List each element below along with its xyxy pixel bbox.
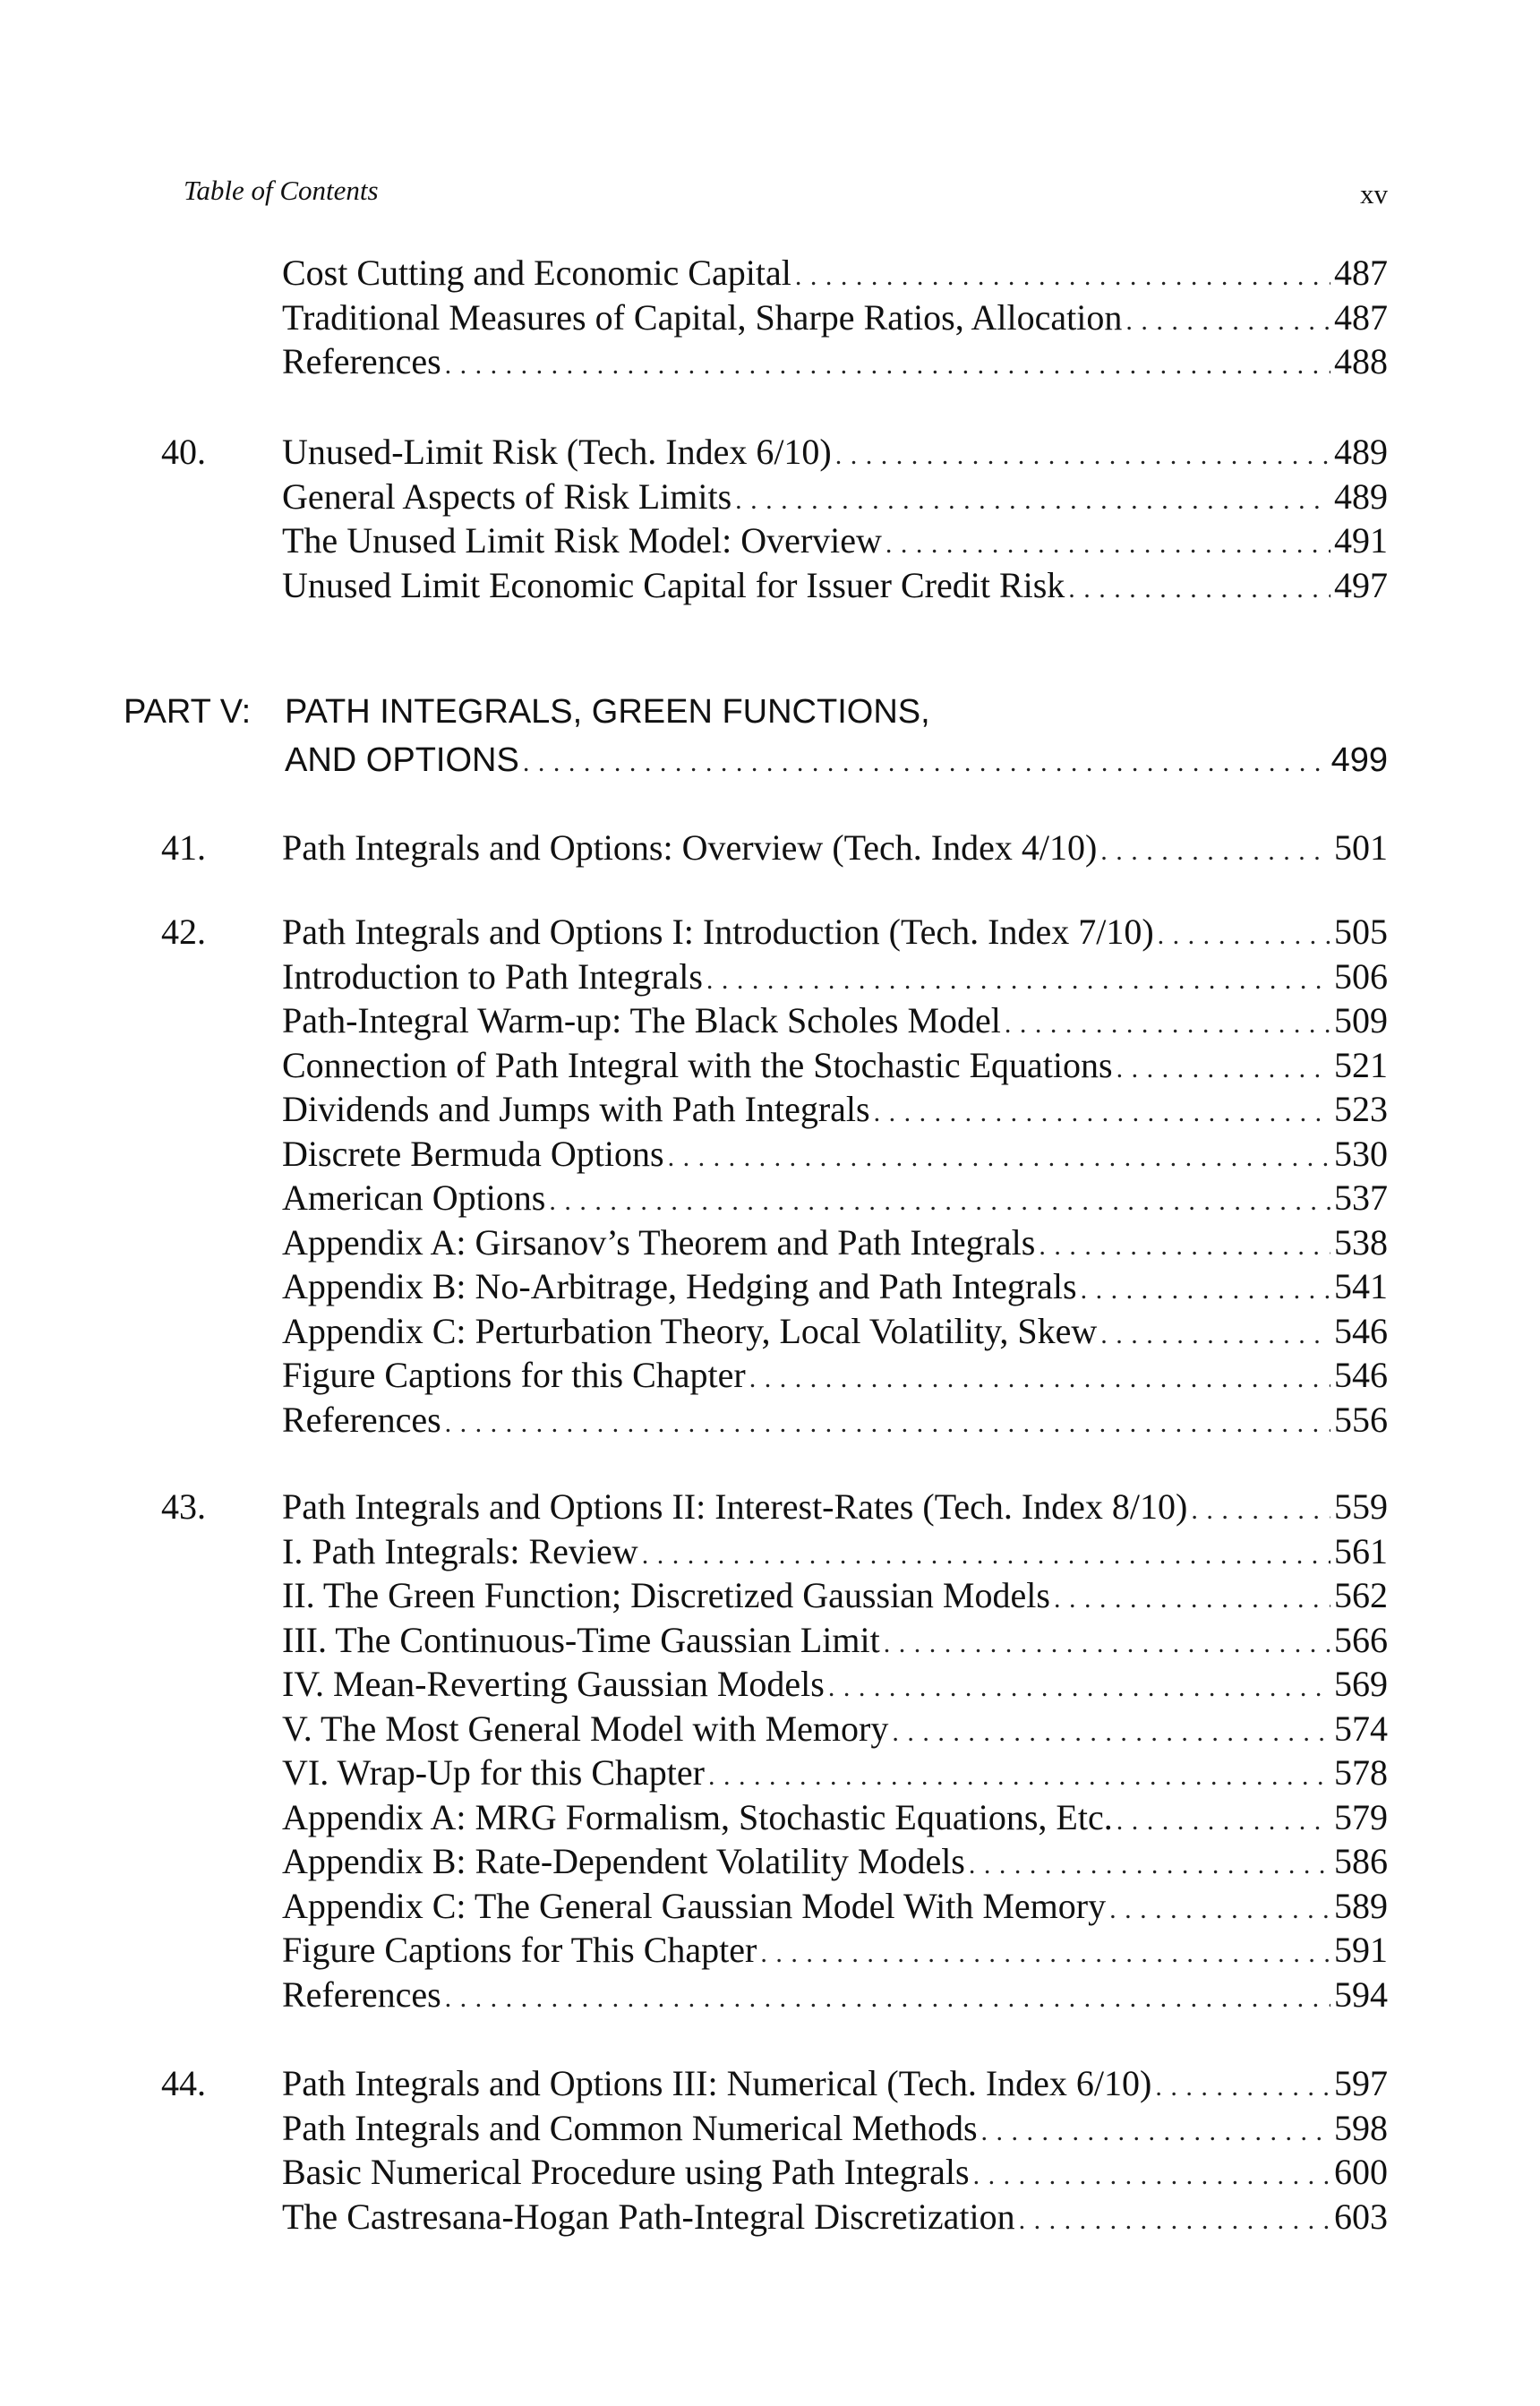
toc-entry [0, 295, 1540, 340]
chapter-number: 42. [161, 912, 206, 952]
chapter-number: 40. [161, 432, 206, 472]
toc-entry-page: 579 [1334, 1796, 1388, 1837]
toc-entry-page: 521 [1334, 1044, 1388, 1085]
toc-entry-title: Introduction to Path Integrals [282, 955, 703, 997]
dot-leader [795, 254, 1330, 299]
toc-entry [0, 1309, 1540, 1354]
dot-leader [668, 1135, 1330, 1180]
toc-entry-page: 586 [1334, 1841, 1388, 1881]
toc-entry-title: Appendix B: Rate-Dependent Volatility Models [282, 1841, 965, 1881]
toc-entry-title: Path Integrals and Options III: Numerical (Tech. Index 6/10) [282, 2063, 1152, 2103]
toc-entry-title: Connection of Path Integral with the Stochastic Equations [282, 1044, 1113, 1085]
toc-entry-page: 509 [1334, 1000, 1388, 1040]
toc-entry-title: Appendix B: No-Arbitrage, Hedging and Path Integrals [282, 1266, 1077, 1306]
dot-leader [1100, 1313, 1330, 1357]
toc-entry [0, 1707, 1540, 1751]
dot-leader [1155, 2065, 1330, 2110]
toc-entry-title: Unused Limit Economic Capital for Issuer Credit Risk [282, 564, 1065, 605]
dot-leader [1081, 1268, 1330, 1313]
running-head-title: Table of Contents [184, 175, 379, 206]
toc-entry [0, 1751, 1540, 1795]
toc-entry-page: 566 [1334, 1619, 1388, 1660]
toc-entry-page: 546 [1334, 1355, 1388, 1395]
toc-entry-title: VI. Wrap-Up for this Chapter [282, 1752, 705, 1793]
toc-entry [0, 1264, 1540, 1309]
toc-entry-title: References [282, 341, 441, 381]
dot-leader [1158, 913, 1330, 958]
chapter-number: 41. [161, 827, 206, 868]
toc-entry-title: References [282, 1399, 441, 1440]
running-head-page-number: xv [1360, 178, 1388, 210]
toc-entry-page: 497 [1334, 564, 1388, 605]
toc-entry [0, 1928, 1540, 1973]
dot-leader [1039, 1224, 1330, 1269]
dot-leader [884, 1622, 1330, 1666]
toc-entry [0, 1132, 1540, 1177]
dot-leader [835, 433, 1330, 478]
chapter-number: 44. [161, 2063, 206, 2103]
dot-leader [828, 1665, 1330, 1710]
dot-leader [708, 1754, 1330, 1799]
toc-entry-title: Path-Integral Warm-up: The Black Scholes Model [282, 1000, 1001, 1040]
toc-entry-title: Figure Captions for This Chapter [282, 1930, 757, 1970]
toc-entry [0, 2061, 1540, 2106]
dot-leader [1116, 1047, 1330, 1092]
part-title-line2: AND OPTIONS [285, 741, 519, 779]
toc-entry [0, 998, 1540, 1043]
dot-leader [874, 1091, 1330, 1135]
dot-leader [642, 1533, 1330, 1578]
toc-entry-page: 491 [1334, 520, 1388, 561]
dot-leader [735, 478, 1330, 523]
toc-entry-page: 578 [1334, 1752, 1388, 1793]
dot-leader [1019, 2198, 1330, 2243]
toc-entry-page: 594 [1334, 1974, 1388, 2015]
toc-entry-title: I. Path Integrals: Review [282, 1530, 638, 1571]
toc-entry [0, 1662, 1540, 1707]
dot-leader [1109, 1888, 1330, 1932]
toc-entry [0, 1043, 1540, 1088]
toc-entry-page: 537 [1334, 1177, 1388, 1218]
toc-entry [0, 1529, 1540, 1574]
toc-entry-title: II. The Green Function; Discretized Gaussian Models [282, 1575, 1050, 1615]
toc-entry-page: 488 [1334, 341, 1388, 381]
toc-entry-title: The Castresana-Hogan Path-Integral Discretization [282, 2196, 1015, 2237]
toc-entry-title: Appendix A: MRG Formalism, Stochastic Equations, Etc. [282, 1796, 1113, 1837]
toc-entry-page: 489 [1334, 475, 1388, 517]
toc-entry [0, 475, 1540, 519]
toc-entry-title: Cost Cutting and Economic Capital [282, 253, 791, 293]
toc-entry-page: 489 [1334, 432, 1388, 472]
toc-entry-page: 598 [1334, 2107, 1388, 2148]
dot-leader [706, 958, 1330, 1003]
toc-entry-page: 487 [1334, 253, 1388, 293]
dot-leader [1191, 1488, 1330, 1533]
toc-entry-page: 559 [1334, 1486, 1388, 1527]
toc-entry [0, 910, 1540, 955]
chapter-number: 43. [161, 1486, 206, 1527]
toc-entry [0, 1973, 1540, 2017]
toc-entry [0, 563, 1540, 608]
toc-entry-page: 603 [1334, 2196, 1388, 2237]
toc-entry-title: American Options [282, 1177, 546, 1218]
toc-entry-page: 487 [1334, 296, 1388, 338]
toc-entry-title: Appendix C: Perturbation Theory, Local Volatility, Skew [282, 1310, 1098, 1351]
toc-entry [0, 430, 1540, 475]
toc-entry-title: Discrete Bermuda Options [282, 1133, 664, 1174]
toc-entry-title: Path Integrals and Options I: Introduction (Tech. Index 7/10) [282, 912, 1154, 952]
toc-entry [0, 2195, 1540, 2239]
dot-leader [1068, 567, 1330, 612]
dot-leader [973, 2153, 1330, 2198]
part-page: 499 [1330, 741, 1388, 779]
dot-leader [886, 522, 1330, 567]
toc-entry-page: 538 [1334, 1221, 1388, 1263]
dot-leader [1100, 829, 1330, 874]
toc-entry-title: Path Integrals and Options: Overview (Tech. Index 4/10) [282, 827, 1098, 868]
toc-entry [0, 1176, 1540, 1220]
toc-entry-page: 574 [1334, 1708, 1388, 1749]
toc-entry-page: 506 [1334, 955, 1388, 997]
toc-entry-title: Figure Captions for this Chapter [282, 1355, 746, 1395]
toc-entry-title: Appendix A: Girsanov’s Theorem and Path Integrals [282, 1221, 1036, 1263]
toc-entry [0, 2150, 1540, 2195]
running-head [184, 175, 1388, 219]
toc-entry-page: 591 [1334, 1930, 1388, 1970]
toc-entry-title: Path Integrals and Options II: Interest-Rates (Tech. Index 8/10) [282, 1486, 1188, 1527]
toc-entry [0, 1220, 1540, 1265]
dot-leader [981, 2110, 1330, 2154]
part-label: PART V: [124, 693, 252, 731]
toc-entry-title: Path Integrals and Common Numerical Methods [282, 2107, 978, 2148]
part-title-line1: PATH INTEGRALS, GREEN FUNCTIONS, [285, 693, 930, 731]
dot-leader [760, 1931, 1330, 1976]
toc-entry-page: 600 [1334, 2152, 1388, 2192]
toc-entry [0, 1884, 1540, 1929]
toc-entry [0, 1353, 1540, 1398]
dot-leader [749, 1357, 1330, 1401]
part-heading-line2 [0, 736, 1540, 784]
toc-entry [0, 1573, 1540, 1618]
dot-leader [892, 1710, 1330, 1755]
toc-entry [0, 339, 1540, 384]
toc-entry-page: 556 [1334, 1399, 1388, 1440]
dot-leader [1005, 1002, 1330, 1047]
toc-entry [0, 251, 1540, 295]
part-heading [0, 688, 1540, 736]
dot-leader [969, 1843, 1330, 1888]
toc-entry-page: 505 [1334, 912, 1388, 952]
toc-entry-page: 597 [1334, 2063, 1388, 2103]
toc-entry-title: Appendix C: The General Gaussian Model With Memory [282, 1885, 1107, 1926]
toc-entry [0, 518, 1540, 563]
toc-entry-title: Unused-Limit Risk (Tech. Index 6/10) [282, 432, 832, 472]
toc-entry [0, 1485, 1540, 1529]
toc-entry [0, 955, 1540, 999]
toc-entry-title: References [282, 1974, 441, 2015]
toc-entry [0, 2106, 1540, 2151]
toc-entry-page: 562 [1334, 1575, 1388, 1615]
toc-entry-title: III. The Continuous-Time Gaussian Limit [282, 1619, 880, 1660]
dot-leader [523, 739, 1328, 787]
toc-entry [0, 1839, 1540, 1884]
toc-entry [0, 1795, 1540, 1840]
toc-entry [0, 826, 1540, 870]
toc-entry-title: Dividends and Jumps with Path Integrals [282, 1089, 870, 1129]
toc-entry-page: 530 [1334, 1133, 1388, 1174]
toc-entry-page: 561 [1334, 1530, 1388, 1571]
toc-entry-title: The Unused Limit Risk Model: Overview [282, 520, 882, 561]
dot-leader [445, 1976, 1330, 2021]
dot-leader [445, 1401, 1330, 1446]
toc-entry-title: V. The Most General Model with Memory [282, 1708, 889, 1749]
toc-entry [0, 1087, 1540, 1132]
toc-entry-title: Traditional Measures of Capital, Sharpe Ratios, Allocation [282, 296, 1123, 338]
toc-entry-page: 546 [1334, 1310, 1388, 1351]
toc-entry-title: General Aspects of Risk Limits [282, 475, 732, 517]
dot-leader [549, 1179, 1330, 1224]
toc-entry-title: IV. Mean-Reverting Gaussian Models [282, 1664, 825, 1704]
toc-entry-page: 589 [1334, 1885, 1388, 1926]
toc-entry-page: 501 [1334, 827, 1388, 868]
toc-entry-title: Basic Numerical Procedure using Path Integrals [282, 2152, 970, 2192]
dot-leader [1125, 299, 1330, 344]
dot-leader [445, 343, 1330, 388]
toc-entry-page: 523 [1334, 1089, 1388, 1129]
dot-leader [1054, 1577, 1330, 1622]
dot-leader [1116, 1799, 1330, 1844]
toc-entry-page: 541 [1334, 1266, 1388, 1306]
toc-entry-page: 569 [1334, 1664, 1388, 1704]
toc-entry [0, 1618, 1540, 1663]
toc-entry [0, 1398, 1540, 1443]
